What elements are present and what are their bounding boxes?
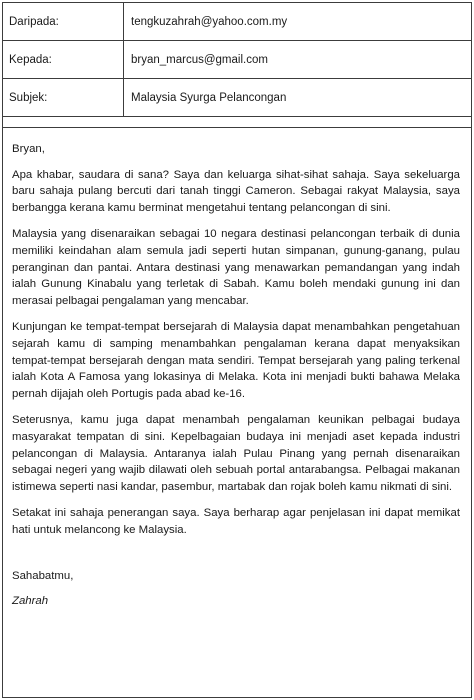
to-row xyxy=(3,41,471,79)
body-paragraph: Seterusnya, kamu juga dapat menambah pengalaman keunikan pelbagai budaya masyarakat tempatan di sini. Kepelbagaian budaya ini menjadi aset kepada industri pelancongan di Malaysia. Antaranya ialah Pulau Pinang yang pernah disenaraikan sebagai negeri yang wajib dilawati oleh sebuah portal antarabangsa. Pelbagai makanan istimewa seperti nasi kandar, pasembur, martabak dan rojak boleh kamu nikmati di sini. xyxy=(12,414,460,493)
from-label: Daripada: xyxy=(3,3,124,41)
body-paragraph: Malaysia yang disenaraikan sebagai 10 negara destinasi pelancongan terbaik di dunia memiliki keindahan alam semula jadi seperti hutan simpanan, gunung-ganang, pulau peranginan dan pantai. Antara destinasi yang menawarkan pemandangan yang indah ialah Gunung Kinabalu yang terletak di Sabah. Kamu boleh mendaki gunung ini dan merasai pelbagai pengalaman yang mencabar. xyxy=(12,228,460,307)
email-body[interactable] xyxy=(3,128,471,610)
to-field[interactable]: bryan_marcus@gmail.com xyxy=(124,41,472,79)
to-label: Kepada: xyxy=(3,41,124,79)
email-window xyxy=(2,2,472,698)
email-header xyxy=(3,2,471,117)
closing: Sahabatmu, xyxy=(12,570,74,583)
from-field[interactable]: tengkuzahrah@yahoo.com.my xyxy=(124,3,472,41)
body-paragraph: Kunjungan ke tempat-tempat bersejarah di Malaysia dapat menambahkan pengetahuan sejarah kamu di samping menambahkan pengalaman kerana dapat menyaksikan tempat-tempat bersejarah dengan mata sendiri. Tempat bersejarah yang paling terkenal ialah Kota A Famosa yang lokasinya di Melaka. Kota ini menjadi bukti bahawa Melaka pernah dijajah oleh Portugis pada abad ke-16. xyxy=(12,321,460,400)
from-row xyxy=(3,3,471,41)
body-paragraph: Apa khabar, saudara di sana? Saya dan keluarga sihat-sihat sahaja. Saya sekeluarga baru sahaja pulang bercuti dari tanah tinggi Cameron. Sebagai rakyat Malaysia, saya berbangga kerana kamu berminat mengetahui tentang pelancongan di sini. xyxy=(12,168,460,214)
subject-label: Subjek: xyxy=(3,79,124,117)
header-divider xyxy=(3,117,471,128)
greeting: Bryan, xyxy=(12,143,45,155)
body-paragraph: Setakat ini sahaja penerangan saya. Saya berharap agar penjelasan ini dapat memikat hati untuk melancong ke Malaysia. xyxy=(12,507,460,536)
subject-field[interactable]: Malaysia Syurga Pelancongan xyxy=(124,79,472,117)
signature: Zahrah xyxy=(12,595,49,608)
subject-row xyxy=(3,79,471,117)
